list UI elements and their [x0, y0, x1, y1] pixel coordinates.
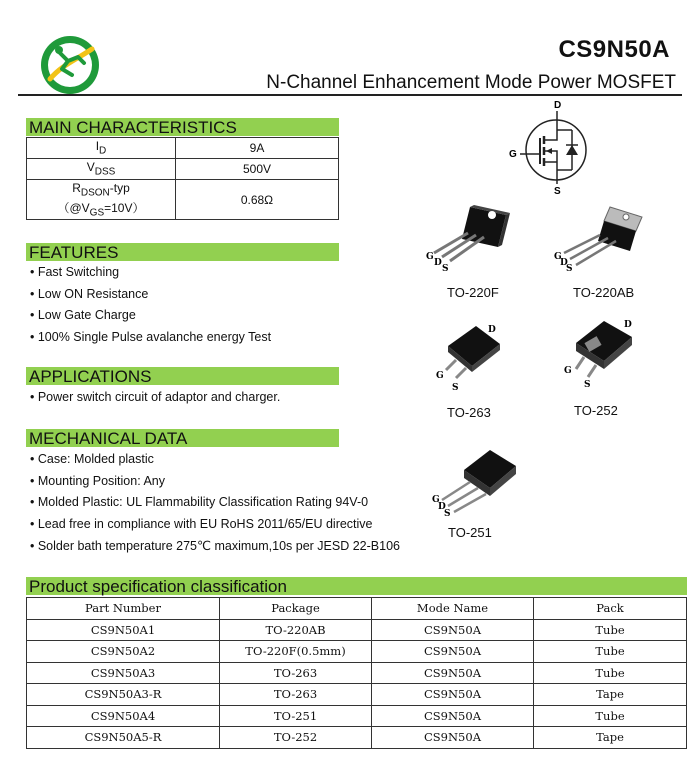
table-row: [27, 662, 687, 684]
package-cell: TO-263: [220, 662, 372, 684]
pin-g-label: G: [436, 371, 444, 381]
pin-d-label: D: [488, 325, 496, 335]
applications-heading: APPLICATIONS: [26, 367, 339, 385]
list-item: • Low ON Resistance: [30, 286, 149, 301]
table-row: [27, 684, 687, 706]
pin-g-label: G: [426, 252, 434, 262]
table-row: [27, 159, 339, 180]
mechanical-data-list: [30, 452, 400, 560]
page-subtitle: N-Channel Enhancement Mode Power MOSFET: [266, 72, 676, 93]
list-item: • Solder bath temperature 275℃ maximum,10s per JESD 22-B106: [30, 539, 400, 553]
source-label: S: [554, 186, 561, 196]
to251-package-icon: [426, 444, 522, 520]
pin-s-label: S: [584, 380, 591, 390]
part-number-cell: CS9N50A2: [27, 641, 220, 663]
gate-label: G: [509, 149, 517, 160]
company-logo: [40, 35, 100, 95]
pack-cell: Tube: [534, 662, 687, 684]
features-list: [30, 265, 271, 351]
table-row: [27, 180, 339, 220]
drain-label: D: [554, 100, 562, 111]
pin-s-label: S: [444, 509, 451, 519]
to252-package-icon: [556, 313, 640, 395]
mosfet-schematic-icon: [508, 98, 598, 196]
column-header: Package: [220, 598, 372, 620]
pin-s-label: S: [452, 383, 459, 393]
pin-d-label: D: [438, 502, 446, 512]
applications-list: [30, 390, 280, 412]
part-number-cell: CS9N50A1: [27, 619, 220, 641]
mode-name-cell: CS9N50A: [372, 705, 534, 727]
value-cell: 500V: [176, 159, 339, 180]
pin-d-label: D: [560, 258, 568, 268]
pin-s-label: S: [566, 264, 573, 274]
list-item: • Fast Switching: [30, 265, 120, 279]
mechanical-data-heading: MECHANICAL DATA: [26, 429, 339, 447]
table-row: [27, 619, 687, 641]
pack-cell: Tube: [534, 619, 687, 641]
to220ab-label: TO-220AB: [573, 285, 635, 300]
part-number-cell: CS9N50A4: [27, 705, 220, 727]
pack-cell: Tape: [534, 727, 687, 749]
features-heading: FEATURES: [26, 243, 339, 261]
mode-name-cell: CS9N50A: [372, 684, 534, 706]
list-item: • Mounting Position: Any: [30, 473, 166, 488]
column-header: Pack: [534, 598, 687, 620]
main-characteristics-heading: MAIN CHARACTERISTICS: [26, 118, 339, 136]
main-characteristics-table: [26, 137, 339, 220]
pin-s-label: S: [442, 264, 449, 274]
pin-d-label: D: [434, 258, 442, 268]
product-spec-table: [26, 597, 687, 749]
package-cell: TO-263: [220, 684, 372, 706]
to220f-label: TO-220F: [447, 285, 499, 300]
pack-cell: Tube: [534, 705, 687, 727]
list-item: • 100% Single Pulse avalanche energy Test: [30, 329, 272, 344]
product-spec-heading: Product specification classification: [26, 577, 687, 595]
pin-d-label: D: [624, 320, 632, 330]
to220ab-package-icon: [550, 203, 646, 275]
package-cell: TO-251: [220, 705, 372, 727]
package-cell: TO-220F(0.5mm): [220, 641, 372, 663]
pin-g-label: G: [554, 252, 562, 262]
table-row: [27, 705, 687, 727]
pin-g-label: G: [564, 366, 572, 376]
mode-name-cell: CS9N50A: [372, 662, 534, 684]
package-cell: TO-252: [220, 727, 372, 749]
to252-label: TO-252: [574, 403, 618, 418]
to220f-package-icon: [420, 203, 516, 275]
list-item: • Power switch circuit of adaptor and charger.: [30, 390, 281, 404]
table-row: [27, 138, 339, 159]
mode-name-cell: CS9N50A: [372, 641, 534, 663]
pack-cell: Tape: [534, 684, 687, 706]
package-cell: TO-220AB: [220, 619, 372, 641]
list-item: • Molded Plastic: UL Flammability Classification Rating 94V-0: [30, 495, 369, 509]
value-cell: 9A: [176, 138, 339, 159]
table-row: [27, 727, 687, 749]
part-number-cell: CS9N50A3: [27, 662, 220, 684]
list-item: • Lead free in compliance with EU RoHS 2011/65/EU directive: [30, 516, 373, 531]
value-cell: 0.68Ω: [176, 180, 339, 220]
list-item: • Case: Molded plastic: [30, 452, 154, 466]
header-divider: [18, 94, 682, 96]
column-header: Part Number: [27, 598, 220, 620]
part-number-cell: CS9N50A3-R: [27, 684, 220, 706]
column-header: Mode Name: [372, 598, 534, 620]
param-cell: $I_D$: [27, 138, 176, 159]
param-cell: $R_{DSON}$-typ $(@V_{GS}=10V)$: [27, 180, 176, 220]
param-cell: $V_{DSS}$: [27, 159, 176, 180]
mode-name-cell: CS9N50A: [372, 727, 534, 749]
table-row: [27, 641, 687, 663]
page-title: CS9N50A: [558, 36, 670, 63]
to263-label: TO-263: [447, 405, 491, 420]
part-number-cell: CS9N50A5-R: [27, 727, 220, 749]
mode-name-cell: CS9N50A: [372, 619, 534, 641]
to251-label: TO-251: [448, 525, 492, 540]
to263-package-icon: [430, 318, 510, 398]
pin-g-label: G: [432, 495, 440, 505]
pack-cell: Tube: [534, 641, 687, 663]
list-item: • Low Gate Charge: [30, 308, 136, 322]
table-header-row: [27, 598, 687, 620]
